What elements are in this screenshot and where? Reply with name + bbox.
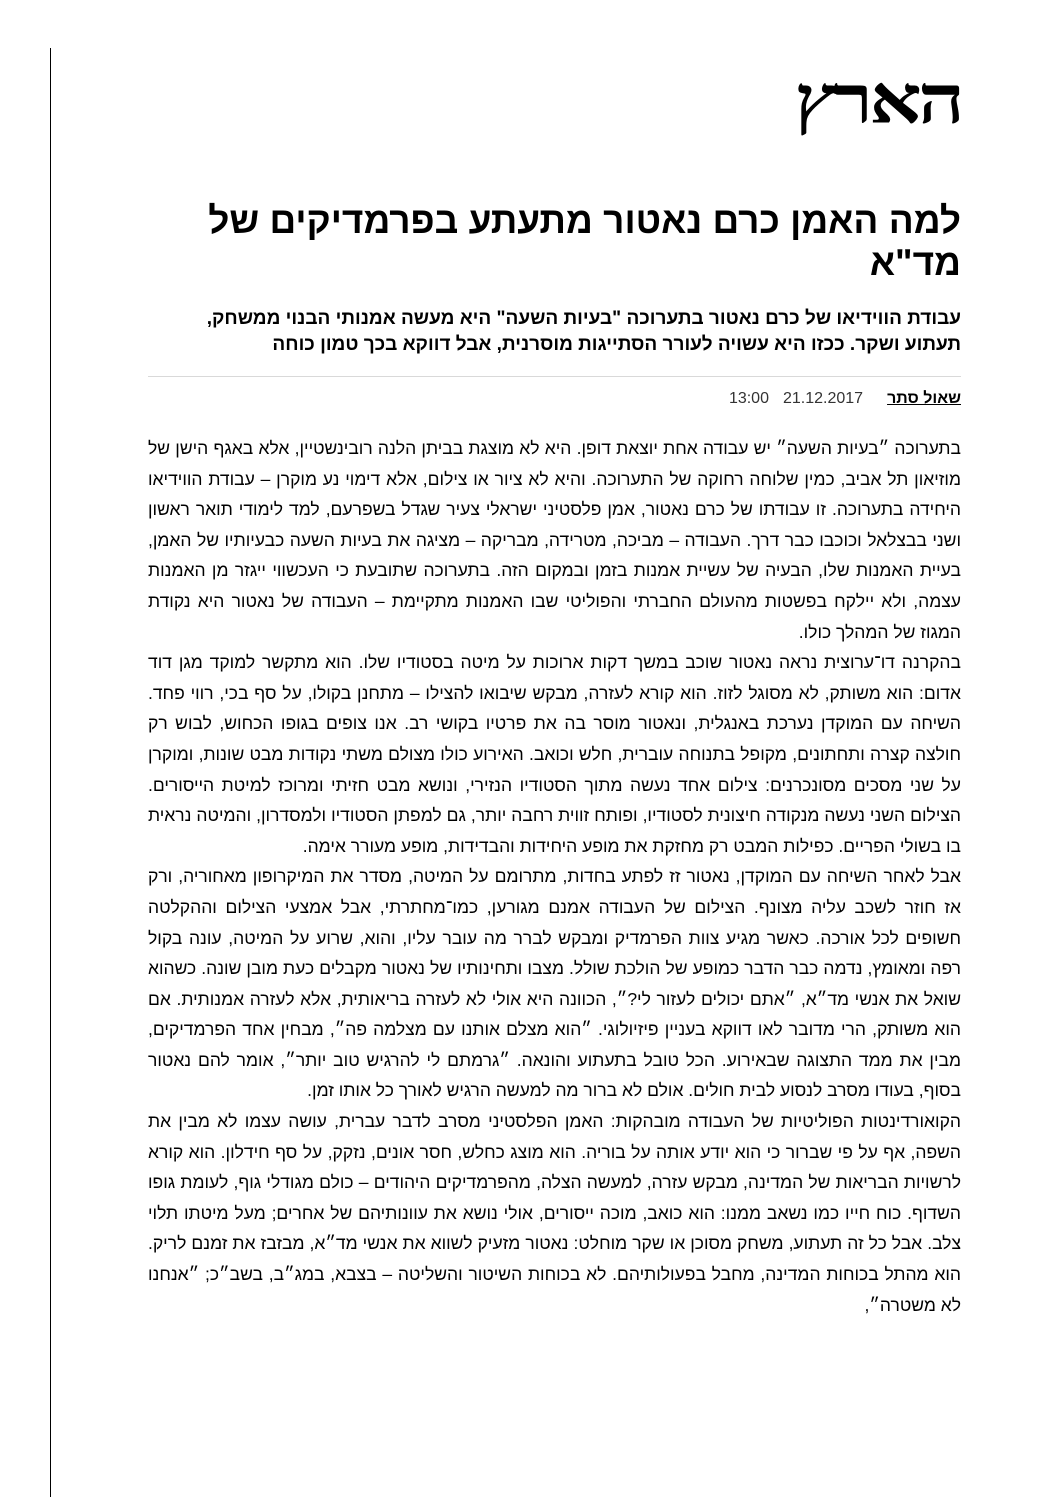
article-meta [148, 389, 961, 413]
body-paragraph: הקואורדינטות הפוליטיות של העבודה מובהקות: האמן הפלסטיני מסרב לדבר עברית, עושה עצמו לא מבין את השפה, אף על פי שברור כי הוא יודע אותה על בוריה. הוא מוצג כחלש, חסר אונים, נזקק, על סף חידלון. הוא קורא לרשויות הבריאות של המדינה, מבקש עזרה, למעשה הצלה, מהפרמדיקים היהודים – כולם מגודלי גוף, לעומת גופו השדוף. כוח חייו כמו נשאב ממנו: הוא כואב, מוכה ייסורים, אולי נושא את עוונותיהם של אחרים; מעל מיטתו תלוי צלב. אבל כל זה תעתוע, משחק מסוכן או שקר מוחלט: נאטור מזעיק לשווא את אנשי מד״א, מבזבז את זמנם לריק. הוא מהתל בכוחות המדינה, מחבל בפעולותיהם. לא בכוחות השיטור והשליטה – בצבא, במג״ב, בשב״כ; ״אנחנו לא משטרה״, [148, 1111, 961, 1315]
article [148, 60, 961, 1320]
publish-time: 13:00 [728, 390, 769, 407]
body-paragraph: בתערוכה ״בעיות השעה״ יש עבודה אחת יוצאת דופן. היא לא מוצגת בביתן הלנה רובינשטיין, אלא באגף הישן של מוזיאון תל אביב, כמין שלוחה רחוקה של התערוכה. והיא לא ציור או צילום, אלא דימוי נע מוקרן – עבודת הווידיאו היחידה בתערוכה. זו עבודתו של כרם נאטור, אמן פלסטיני ישראלי צעיר שגדל בשפרעם, למד לימודי תואר ראשון ושני בבצלאל וכוכבו כבר דרך. העבודה – מביכה, מטרידה, מבריקה – מציגה את בעיות השעה כבעיותיו של האמן, בעיית האמנות שלו, הבעיה של עשיית אמנות בזמן ובמקום הזה. בתערוכה שתובעת כי העכשווי ייגזר מן האמנות עצמה, ולא יילקח בפשטות מהעולם החברתי והפוליטי שבו האמנות מתקיימת – העבודה של נאטור היא נקודת המגוז של המהלך כולו. [148, 438, 961, 642]
masthead [148, 60, 961, 180]
article-headline: למה האמן כרם נאטור מתעתע בפרמדיקים של מד"א [208, 200, 961, 283]
article-subheadline: עבודת הווידיאו של כרם נאטור בתערוכה "בעיות השעה" היא מעשה אמנותי הבנוי ממשחק, תעתוע ושקר. ככזו היא עשויה לעורר הסתייגות מוסרנית, אבל דווקא בכך טמון כוחה [206, 308, 961, 355]
author-link[interactable]: שאול סתר [887, 390, 961, 407]
body-paragraph: אבל לאחר השיחה עם המוקדן, נאטור זז לפתע בחדות, מתרומם על המיטה, מסדר את המיקרופון מאחוריה, ורק אז חוזר לשכב עליה מצונף. הצילום של העבודה אמנם מגורען, כמו־מחתרתי, אבל אמצעי הצילום וההקלטה חשופים לכל אורכה. כאשר מגיע צוות הפרמדיק ומבקש לברר מה עובר עליו, והוא, שרוע על המיטה, עונה בקול רפה ומאומץ, נדמה כבר הדבר כמופע של הולכת שולל. מצבו ותחינותיו של נאטור מקבלים כעת מובן שונה. כשהוא שואל את אנשי מד״א, ״אתם יכולים לעזור לי?״, הכוונה היא אולי לא לעזרה בריאותית, אלא לעזרה אמנותית. אם הוא משותק, הרי מדובר לאו דווקא בעניין פיזיולוגי. ״הוא מצלם אותנו עם מצלמה פה״, מבחין אחד הפרמדיקים, מבין את ממד התצוגה שבאירוע. הכל טובל בתעתוע והונאה. ״גרמתם לי להרגיש טוב יותר״, אומר להם נאטור בסוף, בעודו מסרב לנסוע לבית חולים. אולם לא ברור מה למעשה הרגיש לאורך כל אותו זמן. [148, 866, 961, 1101]
page-margin-rule [50, 48, 51, 1497]
newspaper-logo: הארץ [794, 60, 961, 139]
body-paragraph: בהקרנה דו־ערוצית נראה נאטור שוכב במשך דקות ארוכות על מיטה בסטודיו שלו. הוא מתקשר למוקד מגן דוד אדום: הוא משותק, לא מסוגל לזוז. הוא קורא לעזרה, מבקש שיבואו להצילו – מתחנן בקולו, על סף בכי, רווי פחד. השיחה עם המוקדן נערכת באנגלית, ונאטור מוסר בה את פרטיו בקושי רב. אנו צופים בגופו הכחוש, לבוש רק חולצה קצרה ותחתונים, מקופל בתנוחה עוברית, חלש וכואב. האירוע כולו מצולם משתי נקודות מבט שונות, ומוקרן על שני מסכים מסונכרנים: צילום אחד נעשה מתוך הסטודיו הנזירי, ונושא מבט חזיתי ומרוכז למיטת הייסורים. הצילום השני נעשה מנקודה חיצונית לסטודיו, ופותח זווית רחבה יותר, גם למפתן הסטודיו ולמסדרון, והמיטה נראית בו בשולי הפריים. כפילות המבט רק מחזקת את מופע היחידות והבדידות, מופע מעורר אימה. [148, 652, 961, 856]
publish-datetime [729, 389, 863, 413]
header-divider [148, 376, 961, 377]
article-body [148, 433, 961, 1320]
publish-date: 21.12.2017 [782, 390, 864, 407]
